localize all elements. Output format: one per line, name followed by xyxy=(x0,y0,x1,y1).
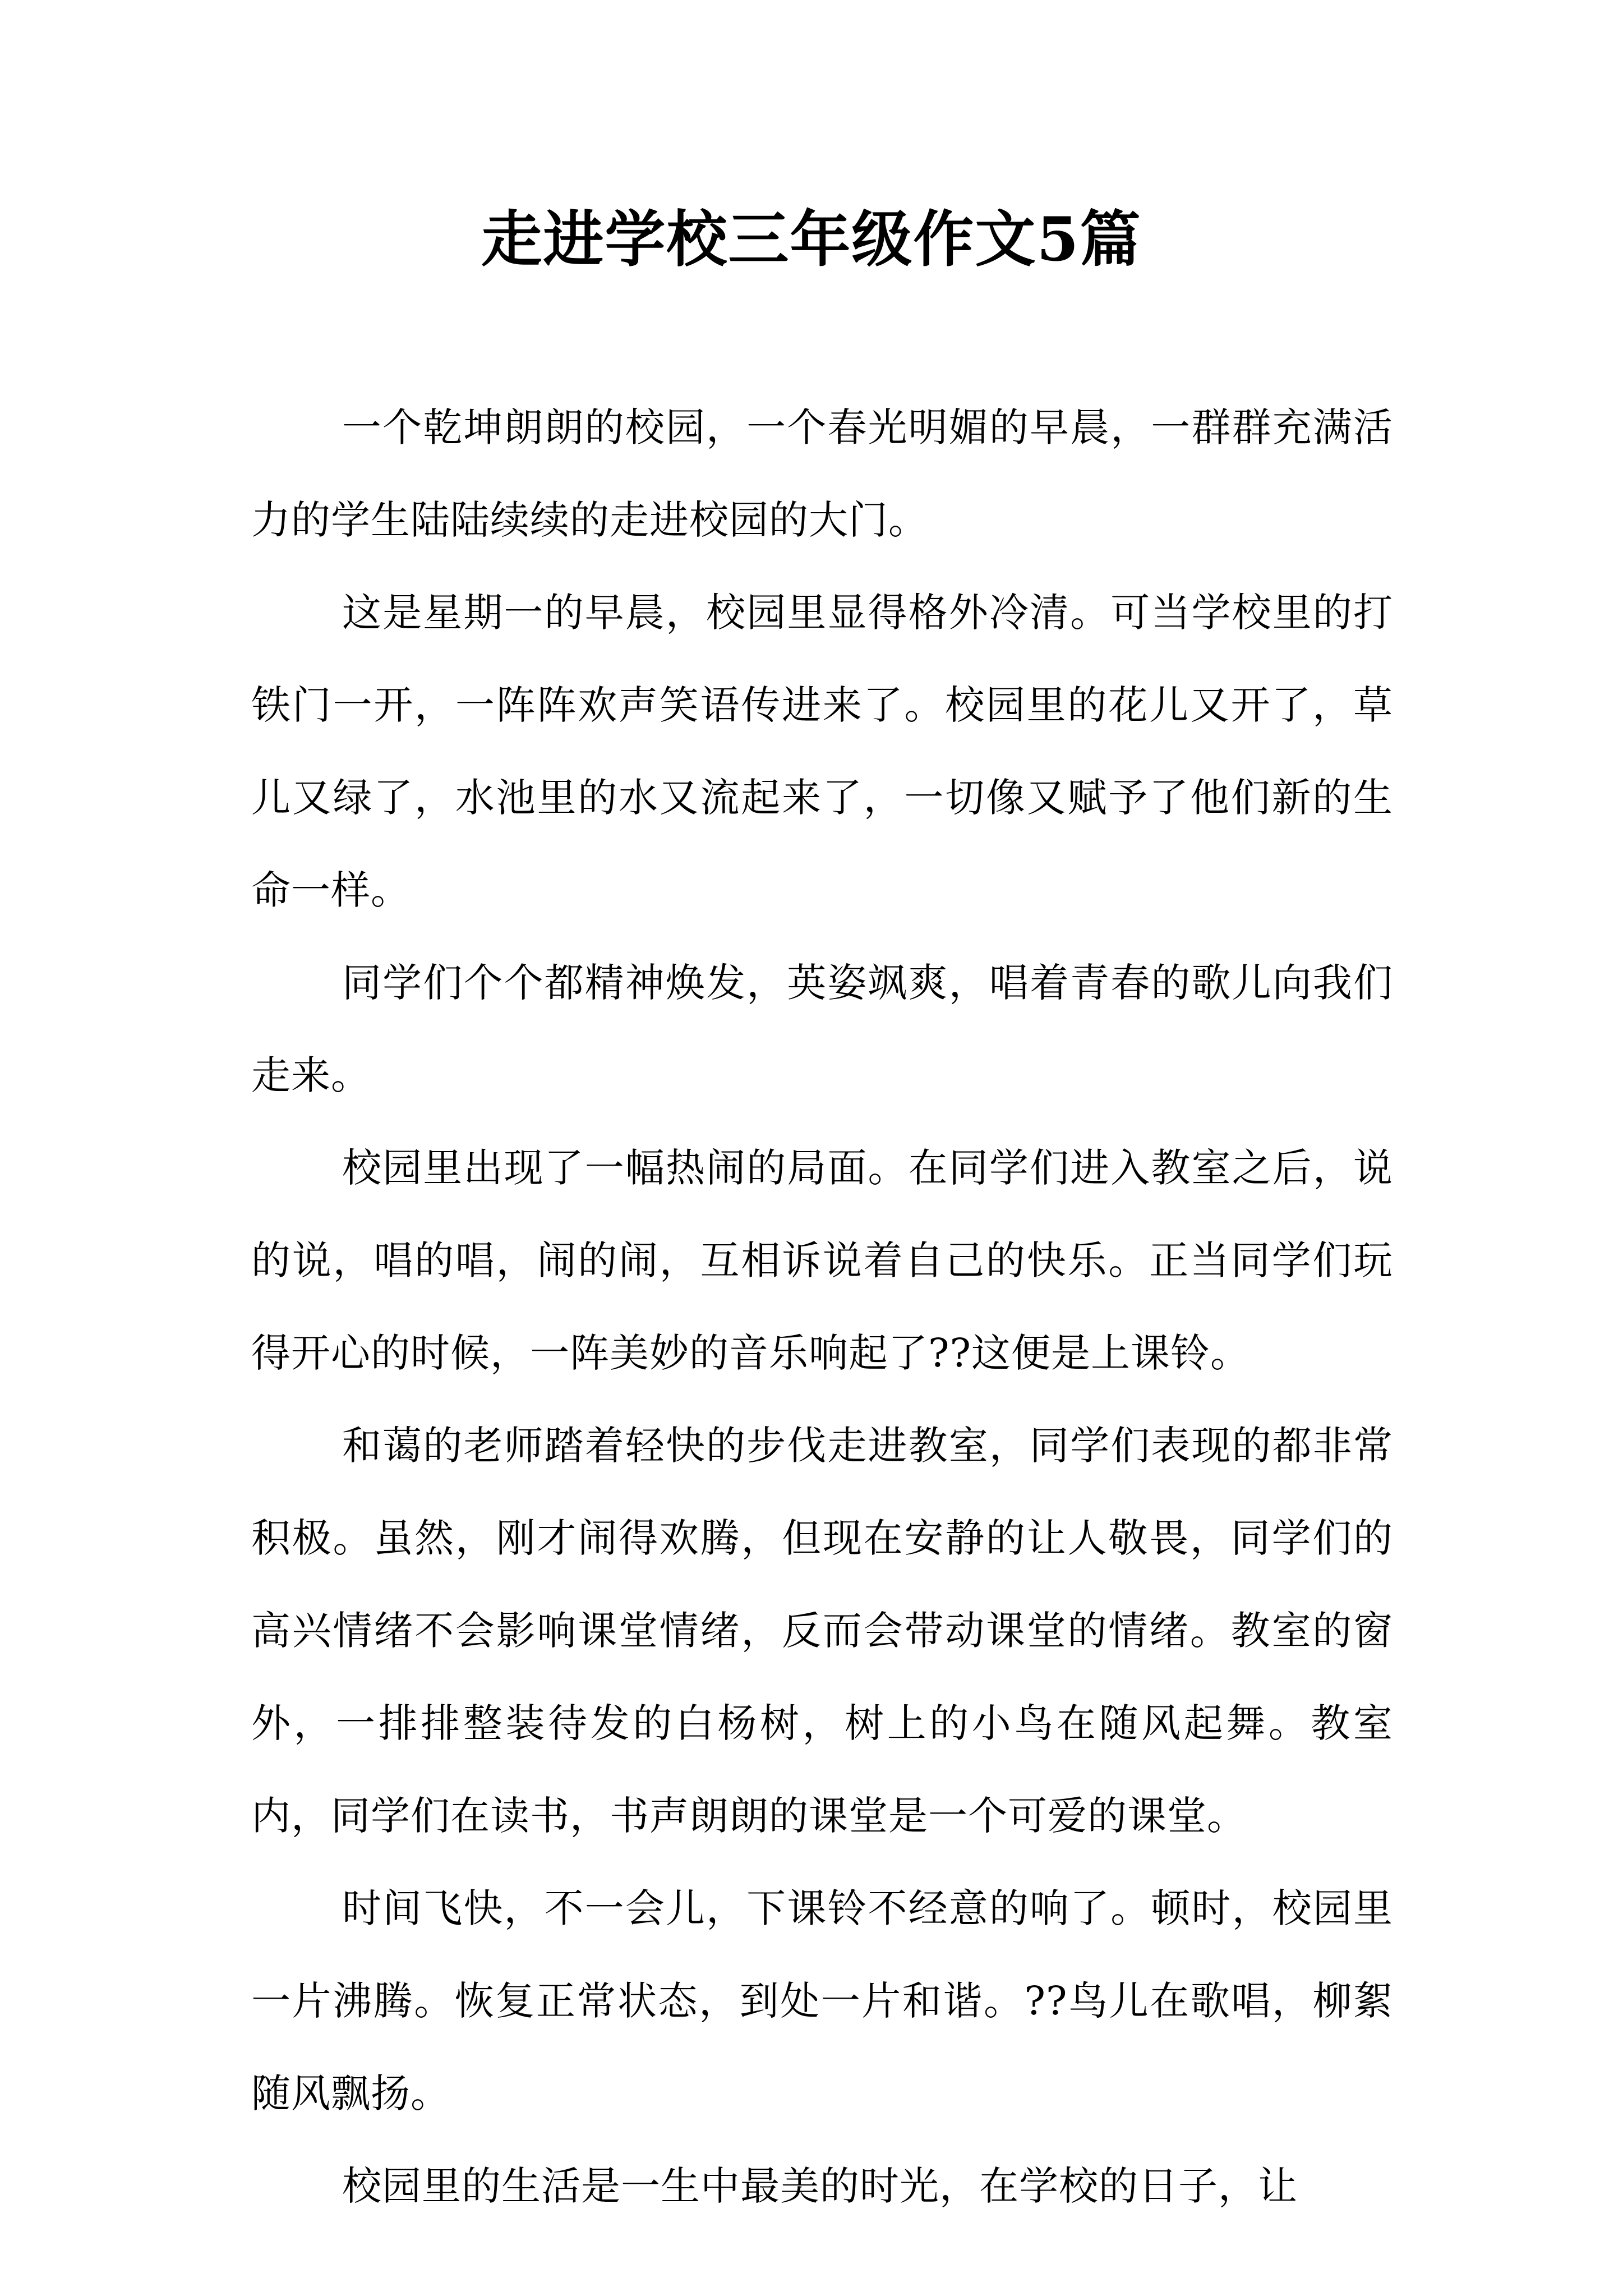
document-body xyxy=(251,381,1393,2233)
body-paragraph: 校园里出现了一幅热闹的局面。在同学们进入教室之后，说的说，唱的唱，闹的闹，互相诉说着自己的快乐。正当同学们玩得开心的时候，一阵美妙的音乐响起了??这便是上课铃。 xyxy=(251,1145,1393,1376)
body-paragraph: 校园里的生活是一生中最美的时光，在学校的日子，让 xyxy=(342,2163,1298,2209)
body-paragraph: 时间飞快，不一会儿，下课铃不经意的响了。顿时，校园里一片沸腾。恢复正常状态，到处一片和谐。??鸟儿在歌唱，柳絮随风飘扬。 xyxy=(251,1885,1393,2116)
body-paragraph: 一个乾坤朗朗的校园，一个春光明媚的早晨，一群群充满活力的学生陆陆续续的走进校园的大门。 xyxy=(251,404,1393,543)
document-title: 走进学校三年级作文5篇 xyxy=(481,204,1142,275)
body-paragraph: 这是星期一的早晨，校园里显得格外冷清。可当学校里的打铁门一开，一阵阵欢声笑语传进来了。校园里的花儿又开了，草儿又绿了，水池里的水又流起来了，一切像又赋予了他们新的生命一样。 xyxy=(251,590,1393,913)
body-paragraph: 同学们个个都精神焕发，英姿飒爽，唱着青春的歌儿向我们走来。 xyxy=(251,960,1393,1098)
body-paragraph: 和蔼的老师踏着轻快的步伐走进教室，同学们表现的都非常积极。虽然，刚才闹得欢腾，但现在安静的让人敬畏，同学们的高兴情绪不会影响课堂情绪，反而会带动课堂的情绪。教室的窗外，一排排整装待发的白杨树，树上的小鸟在随风起舞。教室内，同学们在读书，书声朗朗的课堂是一个可爱的课堂。 xyxy=(251,1423,1393,1839)
